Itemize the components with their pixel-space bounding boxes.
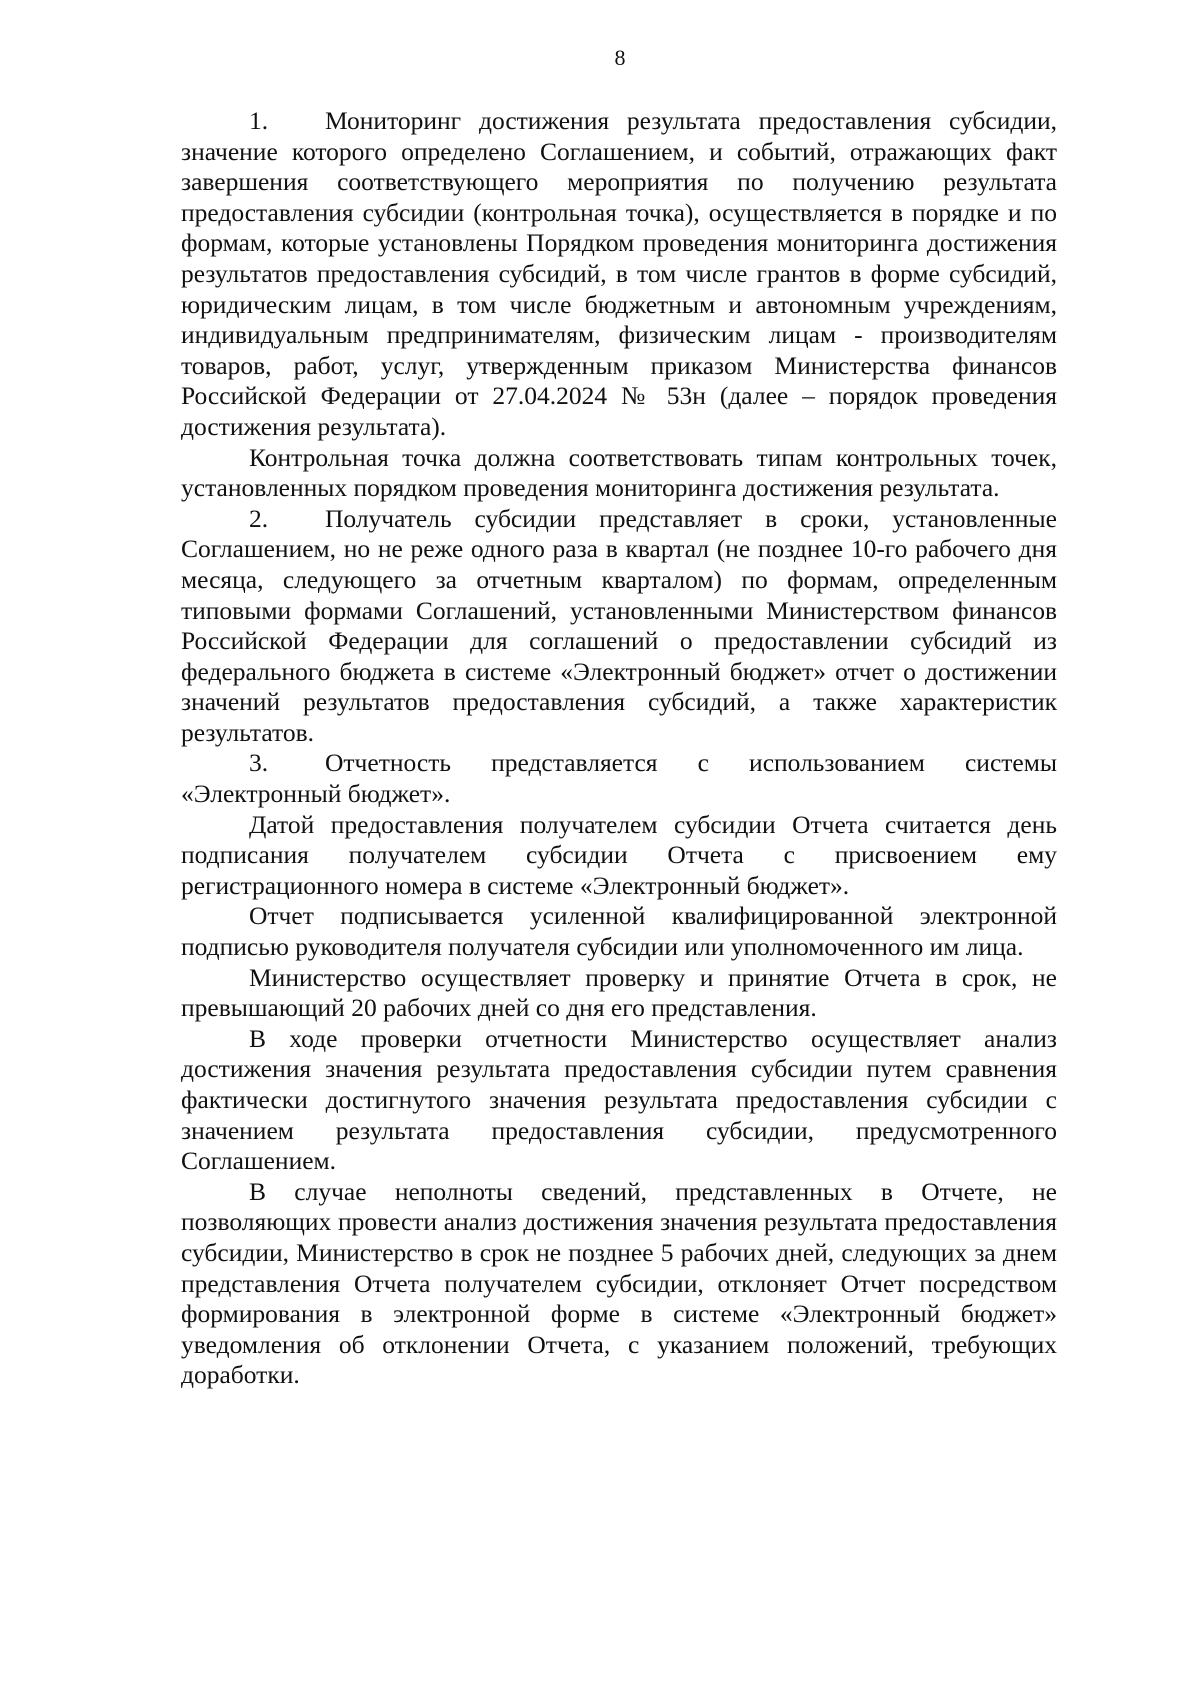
paragraph-text: Министерство осуществляет проверку и принятие Отчета в срок, не превышающий 20 рабочих дней со дня его представления. [181, 962, 1057, 1023]
paragraph [181, 106, 1057, 443]
paragraph [181, 443, 1057, 504]
paragraph-text: Контрольная точка должна соответствовать типам контрольных точек, установленных порядком проведения мониторинга достижения результата. [181, 442, 1057, 503]
page-number: 8 [614, 45, 626, 70]
clause-number: 2. [249, 503, 269, 533]
paragraph-text: Получатель субсидии представляет в сроки, установленные Соглашением, но не реже одного раза в квартал (не позднее 10-го рабочего дня месяца, следующего за отчетным кварталом) по формам, определенным типовыми формами Соглашений, установленными Министерством финансов Российской Федерации для соглашений о предоставлении субсидий из федерального бюджета в системе «Электронный бюджет» отчет о достижении значений результатов предоставления субсидий, а также характеристик результатов. [181, 503, 1057, 747]
paragraph-text: Отчет подписывается усиленной квалифицированной электронной подписью руководителя получателя субсидии или уполномоченного им лица. [181, 901, 1057, 962]
paragraph [181, 1024, 1057, 1177]
paragraph-text: Мониторинг достижения результата предоставления субсидии, значение которого определено Соглашением, и событий, отражающих факт завершения соответствующего мероприятия по получению результата предоставления субсидии (контрольная точка), осуществляется в порядке и по формам, которые установлены Порядком проведения мониторинга достижения результатов предоставления субсидий, в том числе грантов в форме субсидий, юридическим лицам, в том числе бюджетным и автономным учреждениям, индивидуальным предпринимателям, физическим лицам - производителям товаров, работ, услуг, утвержденным приказом Министерства финансов Российской Федерации от 27.04.2024 № 53н (далее – порядок проведения достижения результата). [181, 106, 1057, 441]
paragraph [181, 810, 1057, 902]
paragraph [181, 748, 1057, 809]
paragraph [181, 901, 1057, 962]
paragraph [181, 504, 1057, 749]
paragraph [181, 1177, 1057, 1391]
clause-number: 3. [249, 748, 269, 778]
document-body [181, 106, 1057, 1391]
paragraph-text: В ходе проверки отчетности Министерство осуществляет анализ достижения значения результата предоставления субсидии путем сравнения фактически достигнутого значения результата предоставления субсидии с значением результата предоставления субсидии, предусмотренного Соглашением. [181, 1023, 1057, 1176]
paragraph-text: В случае неполноты сведений, представленных в Отчете, не позволяющих провести анализ достижения значения результата предоставления субсидии, Министерство в срок не позднее 5 рабочих дней, следующих за днем представления Отчета получателем субсидии, отклоняет Отчет посредством формирования в электронной форме в системе «Электронный бюджет» уведомления об отклонении Отчета, с указанием положений, требующих доработки. [181, 1176, 1057, 1390]
paragraph-text: Отчетность представляется с использованием системы «Электронный бюджет». [181, 748, 1057, 809]
paragraph-text: Датой предоставления получателем субсидии Отчета считается день подписания получателем субсидии Отчета с присвоением ему регистрационного номера в системе «Электронный бюджет». [181, 809, 1057, 900]
clause-number: 1. [249, 106, 269, 135]
paragraph [181, 963, 1057, 1024]
